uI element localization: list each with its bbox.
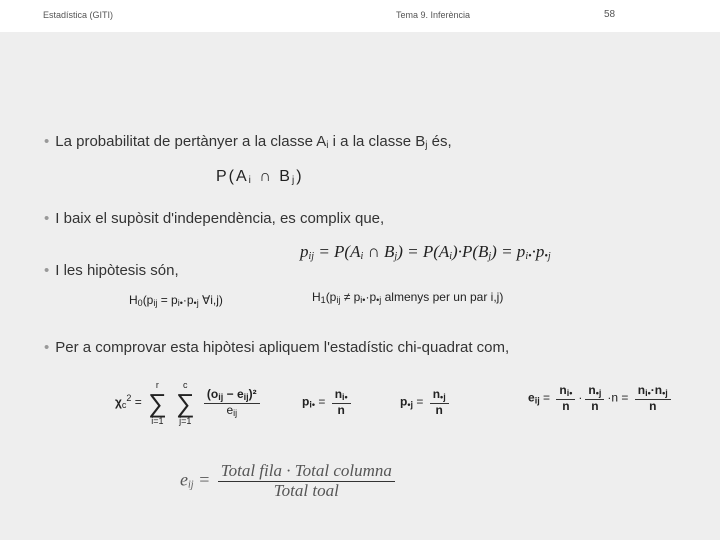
formula-p-row: $p_{i•}$ = $\frac{n_{i•}}{n}$ <box>302 388 354 417</box>
sigma-icon: ∑ <box>148 388 167 418</box>
formula-h1: $H_1(p_{ij} \ne p_{i•}\cdot p_{•j}$ almenys per un par i,j) <box>312 290 504 305</box>
bullet-probability: • La probabilitat de pertànyer a la classe $A_i$ i a la classe $B_j$ és, <box>44 133 452 151</box>
bullet-independence: • I baix el supòsit d'independència, es complix que, <box>44 210 385 227</box>
formula-expected: $e_{ij}$ = $\frac{n_{i•}}{n}$ · $\frac{n_{•j}}{n}$ ·n = $\frac{n_{i•}\cdot n_{•j}}{n}$ <box>528 384 674 413</box>
formula-h0: $H_0(p_{ij} = p_{i•}\cdot p_{•j}$ ∀i,j) <box>129 293 223 308</box>
sum-r: r ∑ i=1 <box>148 380 167 426</box>
bullet-dot-icon: • <box>44 210 50 227</box>
bullet-dot-icon: • <box>44 262 50 279</box>
bullet-hypotheses: • I les hipòtesis són, <box>44 262 179 279</box>
formula-chi-square: $\chi_c^2$ = r ∑ i=1 c ∑ j=1 $\frac{(o_{ij} - e_{ij})^2}{e_{ij}}$ <box>115 380 263 426</box>
formula-intersection: $P(A_i$ ∩ $B_j$) <box>216 168 304 186</box>
sigma-icon: ∑ <box>176 388 195 418</box>
topic-label: Tema 9. Inferència <box>396 10 471 20</box>
bullet-dot-icon: • <box>44 339 50 356</box>
sum-c: c ∑ j=1 <box>176 380 195 426</box>
page-number: 58 <box>604 9 616 20</box>
formula-independence: $p_{ij} = P(A_i$ ∩ $B_j) = P(A_i)\cdot P(B_j) = p_{i•}\cdot p_{•j}$ <box>300 242 551 262</box>
slide-header <box>0 0 720 30</box>
chi-fraction: $\frac{(o_{ij} - e_{ij})^2}{e_{ij}}$ <box>204 388 260 419</box>
bullet-chi-square: • Per a comprovar esta hipòtesi apliquem l'estadístic chi-quadrat com, <box>44 339 510 356</box>
formula-p-col: $p_{•j}$ = $\frac{n_{•j}}{n}$ <box>400 388 452 417</box>
formula-expected-totals: $e_{ij}$ = $\frac{\text{Total fila · Total columna}}{\text{Total toal}}$ <box>180 462 398 500</box>
bullet-dot-icon: • <box>44 133 50 150</box>
course-label: Estadística (GITI) <box>43 10 114 20</box>
